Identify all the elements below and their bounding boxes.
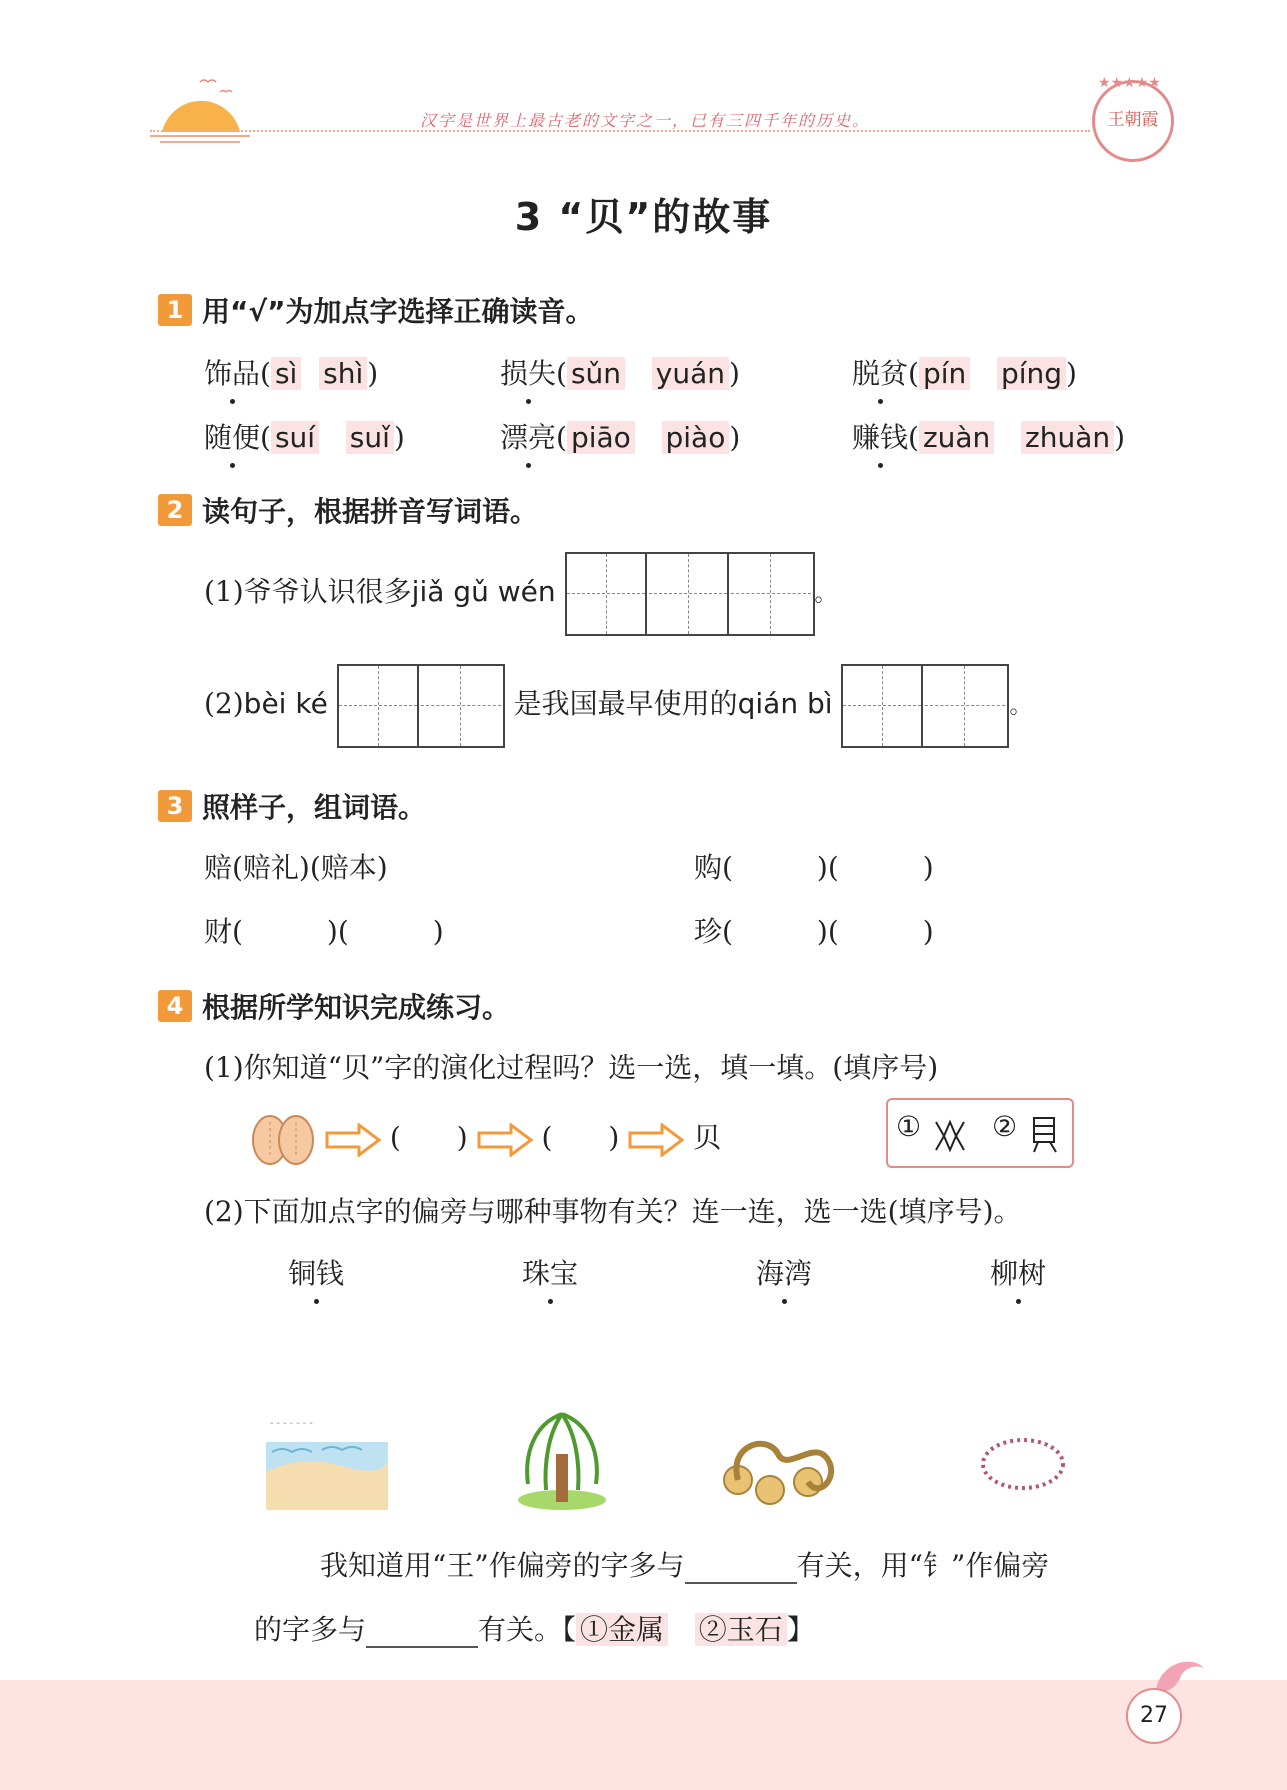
q1-word: 赚钱 xyxy=(852,416,908,456)
answer-blank[interactable] xyxy=(685,1552,797,1584)
answer-blank[interactable] xyxy=(366,1616,478,1648)
arrow-right-icon xyxy=(325,1123,381,1157)
q4-number: 4 xyxy=(158,990,192,1022)
pinyin-option[interactable]: suǐ xyxy=(346,421,394,454)
choice-1-number: ① xyxy=(896,1110,922,1143)
q3-item[interactable]: 财( )( ) xyxy=(204,915,444,948)
svg-text:- - - - - - -: - - - - - - - xyxy=(270,1418,313,1429)
q4-sub1: (1)你知道“贝”字的演化过程吗？选一选，填一填。(填序号) xyxy=(204,1051,939,1084)
pinyin-option[interactable]: píng xyxy=(997,357,1066,390)
q1-item: 赚钱( zuàn zhuàn ) xyxy=(852,416,1125,456)
ancient-bei-glyph-1 xyxy=(930,1116,970,1156)
pinyin-option[interactable]: sì xyxy=(271,357,301,390)
final-char: 贝 xyxy=(693,1121,722,1154)
q1-item: 脱贫( pín píng ) xyxy=(852,352,1077,392)
writing-grid[interactable] xyxy=(565,552,815,636)
q1-word: 饰品 xyxy=(204,352,260,392)
author-stamp xyxy=(1092,75,1174,162)
page-number-badge xyxy=(1126,1688,1182,1744)
q4-heading xyxy=(158,986,510,1026)
q2-sentence-1: (1)爷爷认识很多jiǎ gǔ wén 。 xyxy=(204,550,837,637)
writing-grid[interactable] xyxy=(337,664,505,748)
q1-word: 随便 xyxy=(204,416,260,456)
pinyin-option[interactable]: suí xyxy=(271,421,319,454)
stamp-text: 王朝霞 xyxy=(1107,110,1159,130)
q1-title: 用“√”为加点字选择正确读音。 xyxy=(202,295,594,328)
pinyin-prompt: bèi ké xyxy=(243,687,328,720)
sunset-icon xyxy=(140,70,260,150)
q1-item: 损失( sǔn yuán ) xyxy=(500,352,740,392)
q1-item: 漂亮( piāo piào ) xyxy=(500,416,740,456)
dotted-word: 铜钱 xyxy=(288,1252,344,1292)
pinyin-option[interactable]: piào xyxy=(662,421,730,454)
q4-title: 根据所学知识完成练习。 xyxy=(202,991,511,1024)
pinyin-option[interactable]: zuàn xyxy=(919,421,994,454)
pearl-necklace-picture[interactable] xyxy=(976,1432,1070,1496)
svg-text:★★★★★: ★★★★★ xyxy=(1098,75,1161,89)
q2-sentence-2: (2)bèi ké 是我国最早使用的qián bì 。 xyxy=(204,662,1031,749)
q3-item[interactable]: 购( )( ) xyxy=(694,851,934,884)
evolution-blank[interactable]: ( ) xyxy=(389,1121,468,1154)
pinyin-prompt: qián bì xyxy=(737,687,833,720)
dotted-word: 柳树 xyxy=(990,1252,1046,1292)
writing-grid[interactable] xyxy=(841,664,1009,748)
pinyin-prompt: jiǎ gǔ wén xyxy=(411,575,556,608)
dotted-word: 珠宝 xyxy=(522,1252,578,1292)
q4-sentence-line1: 我知道用“王”作偏旁的字多与 有关，用“钅”作偏旁 xyxy=(320,1549,1050,1582)
pinyin-option[interactable]: sǔn xyxy=(567,357,625,390)
q2-title: 读句子，根据拼音写词语。 xyxy=(202,495,539,528)
q4-sub2: (2)下面加点字的偏旁与哪种事物有关？连一连，选一选(填序号)。 xyxy=(204,1195,1022,1228)
footer-band xyxy=(0,1680,1287,1790)
arrow-right-icon xyxy=(477,1123,533,1157)
q2-heading xyxy=(158,490,538,530)
pinyin-option[interactable]: piāo xyxy=(567,421,635,454)
q3-title: 照样子，组词语。 xyxy=(202,791,427,824)
q3-example: 赔(赔礼)(赔本) xyxy=(204,851,388,884)
pinyin-option[interactable]: yuán xyxy=(652,357,729,390)
shell-pictograph-icon xyxy=(250,1112,316,1168)
evolution-blank[interactable]: ( ) xyxy=(541,1121,620,1154)
willow-tree-picture[interactable] xyxy=(514,1404,610,1514)
arrow-right-icon xyxy=(628,1123,684,1157)
header-tagline: 汉字是世界上最古老的文字之一，已有三四千年的历史。 xyxy=(420,111,871,130)
page-title: 3 “贝”的故事 xyxy=(514,195,773,239)
q2-number: 2 xyxy=(158,494,192,526)
pinyin-option[interactable]: pín xyxy=(919,357,970,390)
coins-string-picture[interactable] xyxy=(718,1424,848,1506)
choice-2-number: ② xyxy=(992,1110,1018,1143)
q4-sentence-line2: 的字多与 有关。【 ①金属 ②玉石 】 xyxy=(254,1613,815,1646)
pinyin-option[interactable]: shì xyxy=(319,357,367,390)
q1-item: 随便( suí suǐ ) xyxy=(204,416,405,456)
page-number: 27 xyxy=(1140,1703,1168,1728)
q1-word: 损失 xyxy=(500,352,556,392)
ancient-bei-glyph-2 xyxy=(1028,1114,1062,1156)
q3-heading xyxy=(158,786,426,826)
q1-number: 1 xyxy=(158,294,192,326)
q3-item[interactable]: 珍( )( ) xyxy=(694,915,934,948)
pinyin-option[interactable]: zhuàn xyxy=(1021,421,1114,454)
option-1: ①金属 xyxy=(576,1613,668,1646)
q1-item: 饰品( sì shì ) xyxy=(204,352,378,392)
bay-picture[interactable] xyxy=(262,1414,392,1514)
q1-word: 漂亮 xyxy=(500,416,556,456)
q1-word: 脱贫 xyxy=(852,352,908,392)
evolution-row xyxy=(250,1108,721,1168)
q1-heading xyxy=(158,290,593,330)
choice-box xyxy=(886,1098,1074,1168)
dotted-word: 海湾 xyxy=(756,1252,812,1292)
option-2: ②玉石 xyxy=(695,1613,787,1646)
q3-number: 3 xyxy=(158,790,192,822)
stars-icon xyxy=(1098,73,1168,89)
